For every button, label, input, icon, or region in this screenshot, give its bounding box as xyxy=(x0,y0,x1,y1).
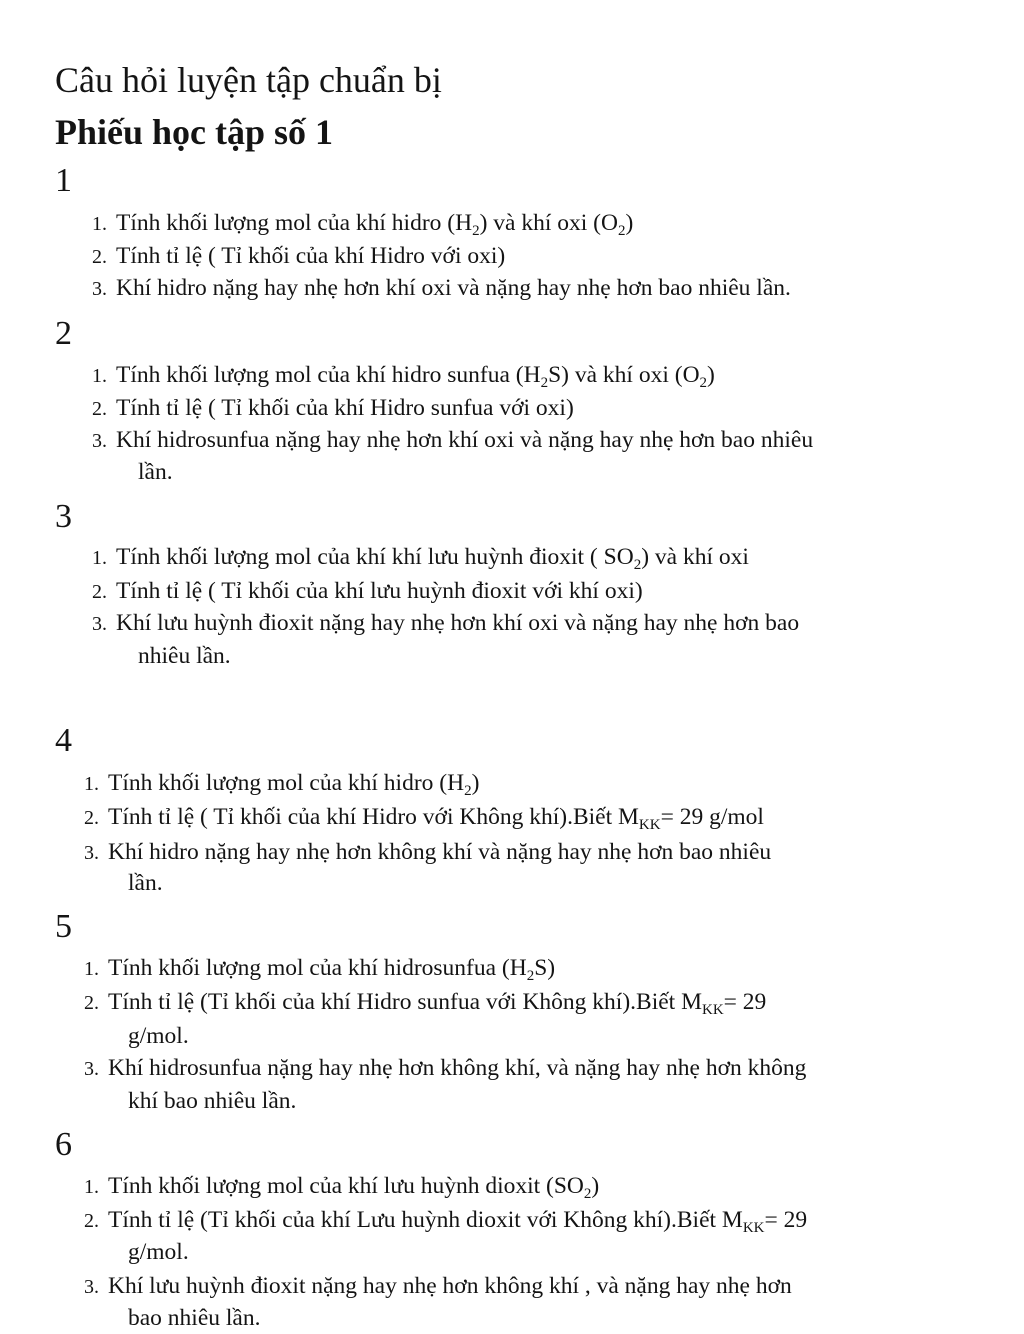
question-4-3: 3. Khí hidro nặng hay nhẹ hơn không khí và nặng hay nhẹ hơn bao nhiêu xyxy=(84,836,771,869)
list-marker: 1. xyxy=(92,547,107,569)
question-6-3-continued: bao nhiêu lần. xyxy=(128,1305,261,1331)
question-2-2: 2. Tính tỉ lệ ( Tỉ khối của khí Hidro sunfua với oxi) xyxy=(92,392,574,425)
list-marker: 1. xyxy=(84,1176,99,1198)
question-2-1: 1. Tính khối lượng mol của khí hidro sunfua $(H_2S)$ và khí oxi $(O_2)$ xyxy=(92,362,715,391)
question-4-3-continued: lần. xyxy=(128,870,163,896)
list-marker: 1. xyxy=(92,365,107,387)
question-6-1: 1. Tính khối lượng mol của khí lưu huỳnh dioxit $(SO_2)$ xyxy=(84,1173,600,1202)
list-marker: 2. xyxy=(84,1210,99,1232)
list-marker: 2. xyxy=(84,807,99,829)
question-2-3: 3. Khí hidrosunfua nặng hay nhẹ hơn khí oxi và nặng hay nhẹ hơn bao nhiêu xyxy=(92,424,813,457)
question-3-1: 1. Tính khối lượng mol của khí khí lưu huỳnh đioxit ( $SO_2$) và khí oxi xyxy=(92,544,749,573)
question-6-2-continued: g/mol. xyxy=(128,1239,189,1265)
list-marker: 1. xyxy=(92,213,107,235)
list-marker: 1. xyxy=(84,773,99,795)
list-marker: 2. xyxy=(92,246,107,268)
section-number-1: 1 xyxy=(55,162,72,199)
section-number-4: 4 xyxy=(55,722,72,759)
list-marker: 2. xyxy=(84,992,99,1014)
section-number-6: 6 xyxy=(55,1126,72,1163)
question-5-3: 3. Khí hidrosunfua nặng hay nhẹ hơn không khí, và nặng hay nhẹ hơn không xyxy=(84,1052,806,1085)
section-number-5: 5 xyxy=(55,908,72,945)
question-1-1: 1. Tính khối lượng mol của khí hidro $(H_2)$ và khí oxi $(O_2)$ xyxy=(92,210,634,239)
list-marker: 2. xyxy=(92,581,107,603)
section-number-2: 2 xyxy=(55,315,72,352)
question-6-2: 2. Tính tỉ lệ (Tỉ khối của khí Lưu huỳnh dioxit với Không khí).Biết $M_{KK}= 29$ xyxy=(84,1207,808,1236)
list-marker: 3. xyxy=(92,613,107,635)
list-marker: 3. xyxy=(84,842,99,864)
question-6-3: 3. Khí lưu huỳnh đioxit nặng hay nhẹ hơn không khí , và nặng hay nhẹ hơn xyxy=(84,1270,792,1303)
list-marker: 3. xyxy=(84,1058,99,1080)
section-number-3: 3 xyxy=(55,498,72,535)
list-marker: 3. xyxy=(84,1276,99,1298)
list-marker: 3. xyxy=(92,430,107,452)
question-5-2: 2. Tính tỉ lệ (Tỉ khối của khí Hidro sunfua với Không khí).Biết $M_{KK}= 29$ xyxy=(84,989,767,1018)
list-marker: 1. xyxy=(84,958,99,980)
page-title: Câu hỏi luyện tập chuẩn bị xyxy=(55,60,442,100)
question-1-3: 3. Khí hidro nặng hay nhẹ hơn khí oxi và nặng hay nhẹ hơn bao nhiêu lần. xyxy=(92,272,791,305)
list-marker: 3. xyxy=(92,278,107,300)
question-3-3: 3. Khí lưu huỳnh đioxit nặng hay nhẹ hơn khí oxi và nặng hay nhẹ hơn bao xyxy=(92,607,799,640)
question-3-2: 2. Tính tỉ lệ ( Tỉ khối của khí lưu huỳnh đioxit với khí oxi) xyxy=(92,575,643,608)
question-4-2: 2. Tính tỉ lệ ( Tỉ khối của khí Hidro với Không khí).Biết $M_{KK}= 29$ g/mol xyxy=(84,804,764,833)
worksheet-subtitle: Phiếu học tập số 1 xyxy=(55,112,334,152)
question-5-1: 1. Tính khối lượng mol của khí hidrosunfua $(H_2S)$ xyxy=(84,955,556,984)
question-4-1: 1. Tính khối lượng mol của khí hidro $(H_2)$ xyxy=(84,770,480,799)
question-3-3-continued: nhiêu lần. xyxy=(138,643,231,669)
question-2-3-continued: lần. xyxy=(138,459,173,485)
question-5-2-continued: g/mol. xyxy=(128,1023,189,1049)
question-1-2: 2. Tính tỉ lệ ( Tỉ khối của khí Hidro với oxi) xyxy=(92,240,505,273)
question-5-3-continued: khí bao nhiêu lần. xyxy=(128,1088,297,1114)
list-marker: 2. xyxy=(92,398,107,420)
